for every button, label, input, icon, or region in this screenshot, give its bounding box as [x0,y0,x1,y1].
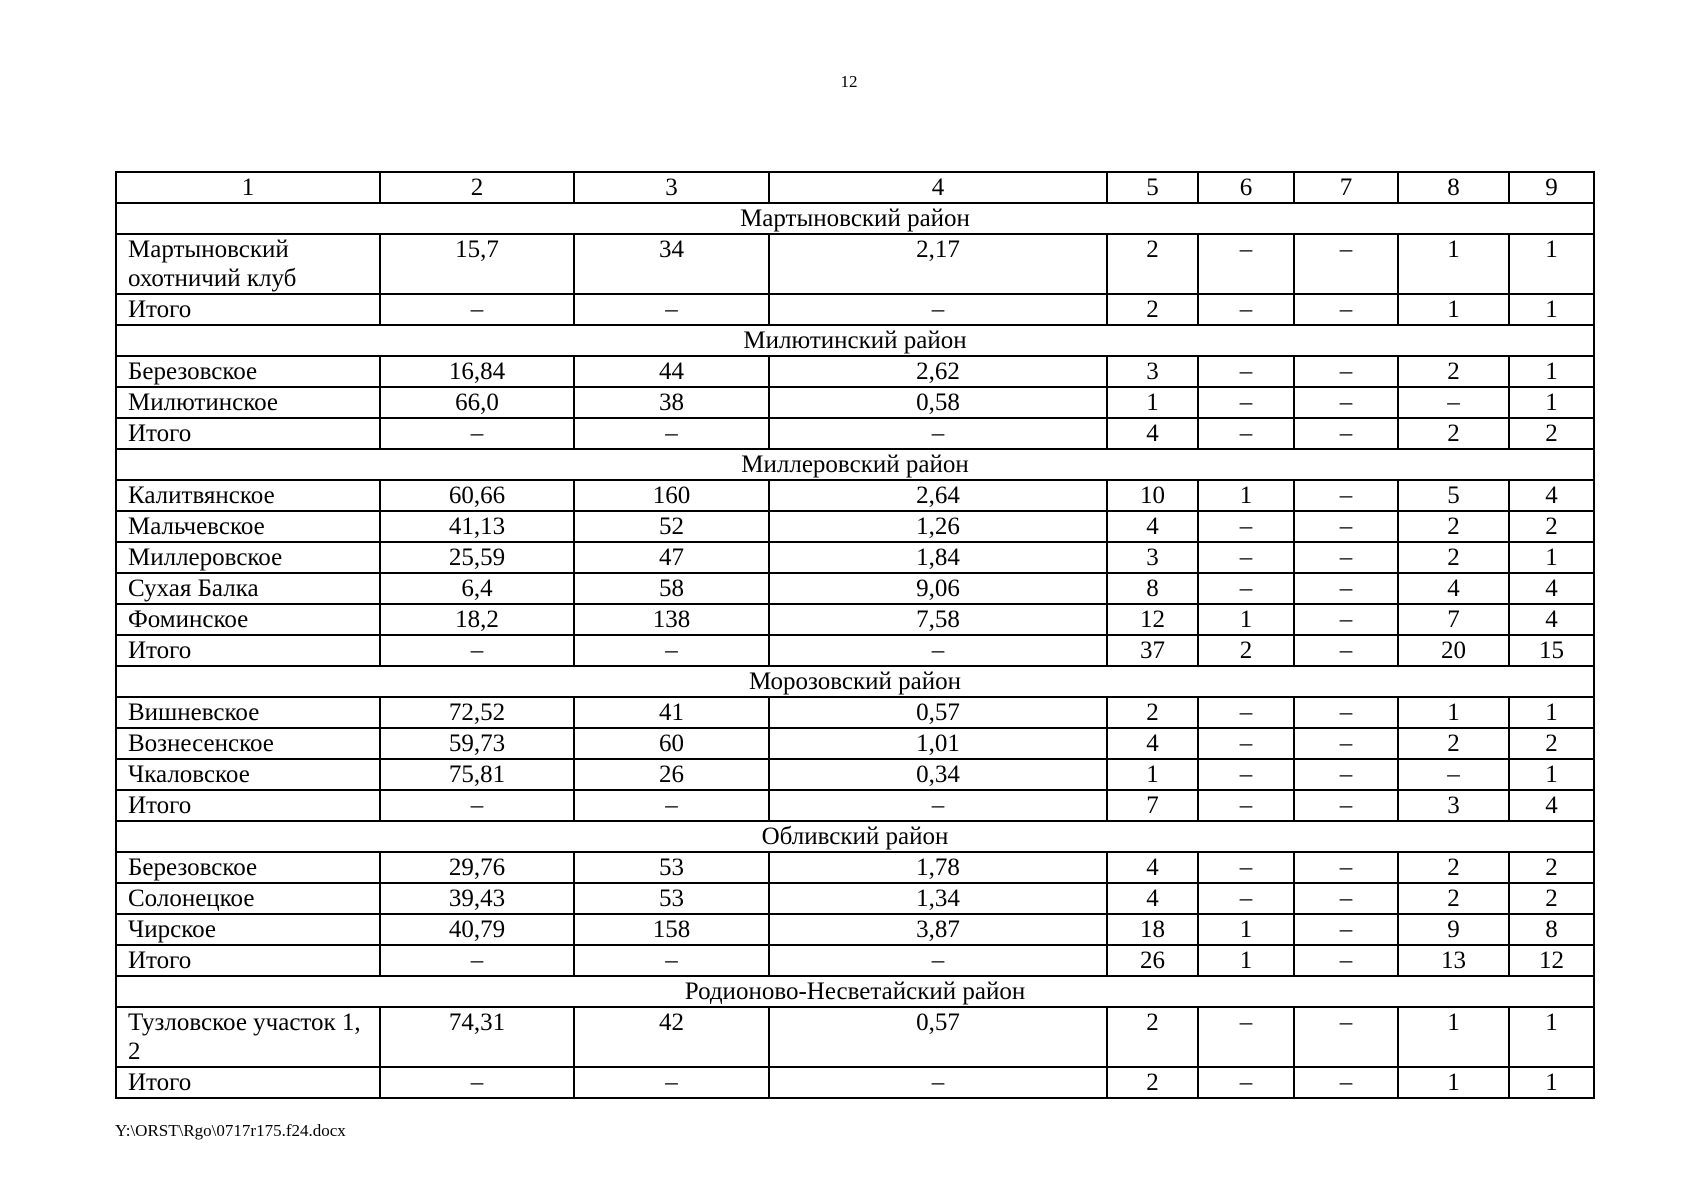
table-cell: 2 [380,172,574,203]
table-cell: Фоминское [116,604,380,635]
table-cell: Березовское [116,852,380,883]
table-cell: 59,73 [380,728,574,759]
table-cell: 4 [1107,883,1198,914]
table-cell: 13 [1398,945,1509,976]
table-cell: – [1294,759,1398,790]
table-body [116,172,1594,1098]
table-cell: 44 [574,356,769,387]
table-cell: Калитвянское [116,480,380,511]
table-row [116,356,1594,387]
table-cell: Чкаловское [116,759,380,790]
section-row [116,666,1594,697]
table-cell: Вознесенское [116,728,380,759]
table-cell: 2 [1509,728,1594,759]
table-cell: Итого [116,294,380,325]
table-cell: Мартыновский охотничий клуб [116,234,380,294]
table-cell: – [769,294,1107,325]
table-cell: 1 [1509,294,1594,325]
section-row [116,976,1594,1007]
table-cell: 12 [1509,945,1594,976]
table-cell: 25,59 [380,542,574,573]
table-row [116,1067,1594,1098]
table-cell: – [1294,1067,1398,1098]
table-row [116,945,1594,976]
table-cell: – [1294,635,1398,666]
table-row [116,914,1594,945]
table-cell: 29,76 [380,852,574,883]
table-cell: – [380,1067,574,1098]
table-cell: – [1398,759,1509,790]
table-cell: 8 [1398,172,1509,203]
table-cell: 1 [1509,234,1594,294]
table-cell: 1 [1398,1007,1509,1067]
table-cell: 4 [1107,728,1198,759]
table-cell: 60,66 [380,480,574,511]
table-cell: – [574,945,769,976]
table-cell: – [1294,542,1398,573]
table-cell: 4 [1107,418,1198,449]
table-cell: 37 [1107,635,1198,666]
table-cell: – [1198,234,1294,294]
section-title: Милютинский район [116,325,1594,356]
table-row [116,759,1594,790]
table-cell: 41 [574,697,769,728]
table-cell: – [1294,697,1398,728]
table-cell: – [574,790,769,821]
table-cell: – [1398,387,1509,418]
table-cell: – [1294,728,1398,759]
table-cell: 12 [1107,604,1198,635]
table-cell: Сухая Балка [116,573,380,604]
table-cell: – [769,790,1107,821]
table-cell: 9 [1509,172,1594,203]
table-cell: – [1294,852,1398,883]
table-row [116,418,1594,449]
table-cell: 160 [574,480,769,511]
file-path-footer: Y:\ORST\Rgo\0717r175.f24.docx [115,1121,346,1140]
table-cell: – [1294,418,1398,449]
table-cell: 53 [574,852,769,883]
table-cell: 3 [1398,790,1509,821]
table-cell: Итого [116,1067,380,1098]
table-cell: Итого [116,418,380,449]
table-cell: 34 [574,234,769,294]
section-row [116,203,1594,234]
table-cell: – [1294,356,1398,387]
table-row [116,697,1594,728]
table-cell: – [574,635,769,666]
table-cell: 18 [1107,914,1198,945]
table-cell: – [1294,883,1398,914]
table-cell: 1 [1198,914,1294,945]
table-cell: Солонецкое [116,883,380,914]
table-cell: 1 [1509,542,1594,573]
table-cell: 1,84 [769,542,1107,573]
section-row [116,325,1594,356]
table-cell: – [380,294,574,325]
table-cell: 1 [1398,1067,1509,1098]
table-cell: Итого [116,790,380,821]
table-cell: – [1198,1007,1294,1067]
table-cell: 26 [1107,945,1198,976]
section-title: Родионово-Несветайский район [116,976,1594,1007]
table-row [116,852,1594,883]
table-cell: 1 [1107,759,1198,790]
table-row [116,480,1594,511]
table-cell: 18,2 [380,604,574,635]
table-cell: 1 [1509,1067,1594,1098]
table-cell: – [380,635,574,666]
table-cell: Миллеровское [116,542,380,573]
table-cell: 2 [1509,511,1594,542]
data-table [115,171,1595,1099]
table-row [116,790,1594,821]
table-cell: 8 [1107,573,1198,604]
table-row [116,511,1594,542]
table-cell: 2 [1107,1067,1198,1098]
table-cell: – [1294,234,1398,294]
table-cell: – [574,1067,769,1098]
table-cell: 47 [574,542,769,573]
table-cell: 75,81 [380,759,574,790]
table-cell: 52 [574,511,769,542]
table-cell: 66,0 [380,387,574,418]
table-cell: 2 [1398,511,1509,542]
table-cell: 9 [1398,914,1509,945]
table-cell: 2 [1398,356,1509,387]
table-row [116,294,1594,325]
table-row [116,604,1594,635]
table-cell: 2 [1107,294,1198,325]
table-cell: – [1294,511,1398,542]
table-cell: 7 [1294,172,1398,203]
table-cell: 1 [1107,387,1198,418]
table-cell: Березовское [116,356,380,387]
table-cell: – [1198,852,1294,883]
table-cell: – [1294,480,1398,511]
table-cell: 4 [1509,573,1594,604]
table-cell: – [1198,418,1294,449]
table-cell: 2 [1107,1007,1198,1067]
table-cell: 1 [1509,356,1594,387]
table-cell: – [1294,604,1398,635]
table-cell: 1 [1509,387,1594,418]
table-cell: – [1198,883,1294,914]
table-cell: 1 [1509,759,1594,790]
table-cell: 1 [1398,697,1509,728]
table-cell: 0,58 [769,387,1107,418]
table-cell: 6,4 [380,573,574,604]
table-cell: – [1198,697,1294,728]
table-cell: – [380,945,574,976]
table-cell: 2,17 [769,234,1107,294]
table-cell: 2 [1107,697,1198,728]
table-cell: 2 [1509,883,1594,914]
table-cell: 7 [1398,604,1509,635]
section-row [116,821,1594,852]
table-cell: 72,52 [380,697,574,728]
table-cell: Итого [116,635,380,666]
table-cell: Мальчевское [116,511,380,542]
table-cell: 10 [1107,480,1198,511]
table-row [116,234,1594,294]
table-cell: 1 [1398,234,1509,294]
table-cell: 2 [1509,852,1594,883]
table-cell: – [1294,914,1398,945]
section-row [116,449,1594,480]
table-cell: 3 [1107,542,1198,573]
table-cell: – [1198,511,1294,542]
table-cell: – [1294,790,1398,821]
table-cell: 4 [769,172,1107,203]
table-cell: – [1294,573,1398,604]
table-cell: 58 [574,573,769,604]
table-cell: 2 [1107,234,1198,294]
header-row [116,172,1594,203]
table-cell: 2,64 [769,480,1107,511]
table-cell: Тузловское участок 1, 2 [116,1007,380,1067]
table-cell: 1,34 [769,883,1107,914]
table-row [116,635,1594,666]
table-cell: – [574,294,769,325]
table-row [116,728,1594,759]
table-cell: 7,58 [769,604,1107,635]
table-cell: 16,84 [380,356,574,387]
table-cell: 41,13 [380,511,574,542]
table-cell: 0,57 [769,697,1107,728]
table-cell: 2 [1398,852,1509,883]
table-cell: 1 [1198,604,1294,635]
table-cell: 20 [1398,635,1509,666]
table-cell: – [769,418,1107,449]
table-cell: 0,34 [769,759,1107,790]
table-cell: – [1294,387,1398,418]
table-cell: – [1294,294,1398,325]
table-cell: – [574,418,769,449]
table-cell: 8 [1509,914,1594,945]
table-cell: 3 [1107,356,1198,387]
table-cell: 5 [1398,480,1509,511]
table-cell: 40,79 [380,914,574,945]
table-cell: 4 [1398,573,1509,604]
table-row [116,573,1594,604]
table-cell: – [1294,945,1398,976]
table-cell: 38 [574,387,769,418]
table-row [116,1007,1594,1067]
table-cell: 3,87 [769,914,1107,945]
table-cell: 7 [1107,790,1198,821]
table-cell: 3 [574,172,769,203]
page-number: 12 [840,72,858,91]
table-cell: 42 [574,1007,769,1067]
table-cell: 4 [1107,511,1198,542]
table-cell: – [769,635,1107,666]
table-cell: 2 [1398,542,1509,573]
section-title: Обливский район [116,821,1594,852]
table-cell: 1 [1398,294,1509,325]
section-title: Мартыновский район [116,203,1594,234]
table-cell: 2 [1198,635,1294,666]
table-cell: 1 [1509,1007,1594,1067]
table-cell: 1,78 [769,852,1107,883]
table-cell: – [1198,728,1294,759]
table-cell: 1,26 [769,511,1107,542]
table-cell: 15 [1509,635,1594,666]
table-cell: – [1198,294,1294,325]
table-cell: 60 [574,728,769,759]
table-cell: 2 [1509,418,1594,449]
table-cell: 158 [574,914,769,945]
table-cell: 1 [1198,480,1294,511]
table-cell: – [380,418,574,449]
table-cell: 2 [1398,418,1509,449]
table-cell: 2 [1398,883,1509,914]
table-cell: 74,31 [380,1007,574,1067]
table-row [116,387,1594,418]
table-cell: 4 [1107,852,1198,883]
table-cell: – [1198,542,1294,573]
table-cell: – [1198,356,1294,387]
table-cell: 2 [1398,728,1509,759]
table-cell: 138 [574,604,769,635]
table-cell: 1 [1198,945,1294,976]
table-cell: 4 [1509,790,1594,821]
table-cell: – [769,945,1107,976]
table-cell: – [1294,1007,1398,1067]
table-cell: – [769,1067,1107,1098]
table-cell: – [380,790,574,821]
table-cell: 1,01 [769,728,1107,759]
table-cell: 53 [574,883,769,914]
section-title: Морозовский район [116,666,1594,697]
table-row [116,542,1594,573]
table-cell: – [1198,387,1294,418]
table-cell: Итого [116,945,380,976]
table-cell: 2,62 [769,356,1107,387]
table-cell: Вишневское [116,697,380,728]
table-row [116,883,1594,914]
table-cell: Милютинское [116,387,380,418]
table-cell: – [1198,759,1294,790]
section-title: Миллеровский район [116,449,1594,480]
table-cell: 1 [116,172,380,203]
table-cell: 6 [1198,172,1294,203]
table-cell: 5 [1107,172,1198,203]
table-cell: Чирское [116,914,380,945]
table-cell: 4 [1509,480,1594,511]
table-cell: 4 [1509,604,1594,635]
table-cell: 26 [574,759,769,790]
table-cell: 15,7 [380,234,574,294]
table-cell: – [1198,790,1294,821]
table-cell: – [1198,573,1294,604]
table-cell: 0,57 [769,1007,1107,1067]
table-cell: 1 [1509,697,1594,728]
table-cell: – [1198,1067,1294,1098]
table-cell: 39,43 [380,883,574,914]
table-cell: 9,06 [769,573,1107,604]
